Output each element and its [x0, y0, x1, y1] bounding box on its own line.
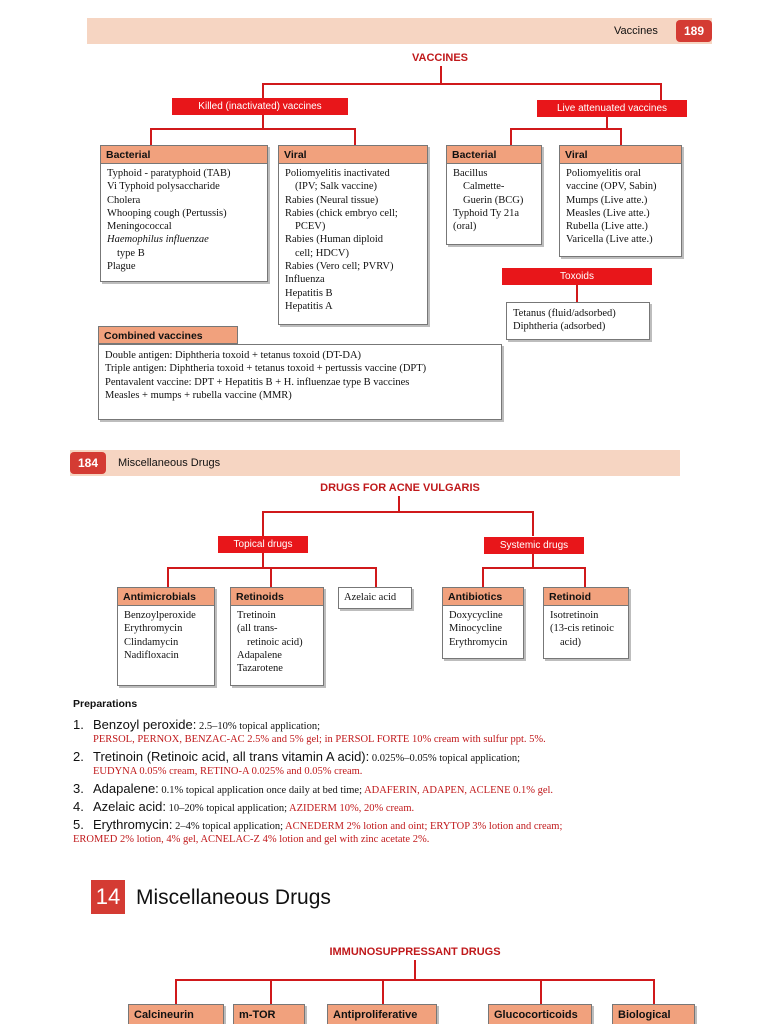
acne-page-number: 184: [70, 452, 106, 474]
list-item: vaccine (OPV, Sabin): [566, 181, 657, 193]
live-bacterial-header: Bacterial: [447, 146, 541, 164]
tree-line: [354, 128, 356, 145]
list-item: Benzoylperoxide: [124, 610, 196, 621]
topical-drugs-label: Topical drugs: [218, 536, 308, 553]
tree-line: [262, 553, 264, 568]
list-item: Typhoid Ty 21a: [453, 207, 519, 219]
category-glucocorticoids: Glucocorticoids: [488, 1004, 592, 1024]
list-item: Calmette-: [463, 181, 505, 193]
live-viral-header: Viral: [560, 146, 681, 164]
vaccines-running-head: Vaccines: [614, 25, 658, 37]
list-item: Vi Typhoid polysaccharide: [107, 181, 220, 193]
preparation-brands: ACNEDERM 2% lotion and oint; ERYTOP 3% lotion and cream;: [285, 821, 563, 832]
antibiotics-box: [442, 587, 524, 659]
list-item: (IPV; Salk vaccine): [295, 181, 378, 193]
tree-line: [167, 567, 169, 587]
tree-line: [270, 567, 272, 587]
preparation-desc: 10–20% topical application;: [168, 803, 287, 814]
preparation-item: [73, 800, 414, 815]
list-item: Tazarotene: [237, 663, 283, 675]
list-item: Pentavalent vaccine: DPT + Hepatitis B + H. influenzae type B vaccines: [105, 376, 410, 388]
list-item: Adapalene: [237, 649, 282, 661]
antibiotics-header: Antibiotics: [443, 588, 523, 606]
combined-vaccines-header: Combined vaccines: [98, 326, 238, 344]
preparation-brands-continued: EROMED 2% lotion, 4% gel, ACNELAC-Z 4% lotion and gel with zinc acetate 2%.: [73, 834, 430, 845]
tree-line: [482, 567, 586, 569]
tree-line: [482, 567, 484, 587]
tree-line: [262, 83, 662, 85]
list-item: (oral): [453, 221, 477, 233]
tree-line: [262, 83, 264, 99]
list-item: Rabies (Neural tissue): [285, 194, 379, 206]
tree-line: [440, 66, 442, 84]
list-item: PCEV): [295, 221, 326, 233]
tree-line: [382, 979, 384, 1005]
tree-line: [540, 979, 542, 1005]
list-item: type B: [117, 247, 145, 259]
preparation-drug: Adapalene:: [93, 781, 159, 796]
tree-line: [653, 979, 655, 1005]
killed-viral-box: [278, 145, 428, 325]
list-item: Guerin (BCG): [463, 194, 524, 206]
list-item: Varicella (Live atte.): [566, 234, 653, 246]
toxoids-box: [506, 302, 650, 340]
list-item: Triple antigen: Diphtheria toxoid + tetanus toxoid + pertussis vaccine (DPT): [105, 363, 427, 375]
tree-line: [262, 511, 534, 513]
preparation-brands: AZIDERM 10%, 20% cream.: [289, 803, 415, 814]
killed-bacterial-box: [100, 145, 268, 282]
tree-line: [532, 511, 534, 536]
preparation-drug: Benzoyl peroxide:: [93, 717, 197, 732]
preparation-number: 4.: [73, 799, 84, 814]
list-item: Hepatitis A: [285, 300, 333, 312]
tree-line: [660, 83, 662, 100]
list-item: Bacillus: [453, 168, 488, 179]
list-item: Erythromycin: [449, 636, 508, 648]
combined-vaccines-list: [98, 344, 502, 420]
preparation-drug: Azelaic acid:: [93, 799, 166, 814]
tree-line: [398, 496, 400, 512]
list-item: Rubella (Live atte.): [566, 221, 648, 233]
preparations-heading: Preparations: [73, 698, 138, 710]
list-item: Doxycycline: [449, 610, 503, 621]
tree-line: [175, 979, 655, 981]
list-item: Clindamycin: [124, 636, 179, 648]
list-item: (all trans-: [237, 623, 278, 635]
tree-line: [175, 979, 177, 1005]
retinoids-box: [230, 587, 324, 686]
list-item: Mumps (Live atte.): [566, 194, 648, 206]
tree-line: [576, 285, 578, 302]
azelaic-acid-box: Azelaic acid: [338, 587, 412, 609]
tree-line: [150, 128, 152, 145]
preparation-item: [73, 718, 546, 746]
preparation-item: [73, 818, 562, 846]
list-item: Influenza: [285, 274, 325, 286]
list-item: acid): [560, 636, 581, 648]
tree-line: [510, 128, 622, 130]
tree-line: [584, 567, 586, 587]
antimicrobials-header: Antimicrobials: [118, 588, 214, 606]
live-bacterial-box: [446, 145, 542, 245]
toxoids-label: Toxoids: [502, 268, 652, 285]
live-viral-box: [559, 145, 682, 257]
category-mtor: m-TOR: [233, 1004, 305, 1024]
preparation-number: 1.: [73, 717, 84, 732]
preparation-brands: PERSOL, PERNOX, BENZAC-AC 2.5% and 5% gel; in PERSOL FORTE 10% cream with sulfur ppt. 5%.: [93, 734, 546, 745]
list-item: Meningococcal: [107, 221, 172, 233]
acne-title: DRUGS FOR ACNE VULGARIS: [320, 482, 480, 494]
live-vaccines-label: Live attenuated vaccines: [537, 100, 687, 117]
preparation-brands: EUDYNA 0.05% cream, RETINO-A 0.025% and 0.05% cream.: [93, 766, 363, 777]
vaccines-page-number: 189: [676, 20, 712, 42]
list-item: Measles + mumps + rubella vaccine (MMR): [105, 389, 292, 401]
killed-bacterial-header: Bacterial: [101, 146, 267, 164]
preparation-number: 5.: [73, 817, 84, 832]
chapter-title: Miscellaneous Drugs: [136, 886, 331, 909]
list-item: Rabies (Human diploid: [285, 234, 383, 246]
killed-viral-header: Viral: [279, 146, 427, 164]
preparation-desc: 0.025%–0.05% topical application;: [371, 753, 521, 764]
list-item: Tetanus (fluid/adsorbed): [513, 308, 616, 319]
tree-line: [532, 554, 534, 568]
list-item: Plague: [107, 261, 136, 273]
tree-line: [167, 567, 377, 569]
preparation-brands: ADAFERIN, ADAPEN, ACLENE 0.1% gel.: [364, 785, 554, 796]
preparation-drug: Erythromycin:: [93, 817, 173, 832]
preparation-drug: Tretinoin (Retinoic acid, all trans vitamin A acid):: [93, 749, 370, 764]
list-item: Poliomyelitis inactivated: [285, 168, 390, 179]
list-item: Cholera: [107, 194, 141, 206]
tree-line: [620, 128, 622, 145]
tree-line: [510, 128, 512, 145]
killed-vaccines-label: Killed (inactivated) vaccines: [172, 98, 348, 115]
vaccines-title: VACCINES: [411, 52, 469, 64]
tree-line: [150, 128, 356, 130]
tree-line: [414, 960, 416, 980]
list-item: (13-cis retinoic: [550, 623, 614, 635]
preparation-desc: 0.1% topical application once daily at bed time;: [161, 785, 363, 796]
acne-running-head: Miscellaneous Drugs: [118, 457, 221, 469]
list-item: Poliomyelitis oral: [566, 168, 641, 179]
tree-line: [262, 511, 264, 536]
preparation-number: 3.: [73, 781, 84, 796]
list-item: Erythromycin: [124, 623, 183, 635]
category-biological: Biological: [612, 1004, 695, 1024]
list-item: Double antigen: Diphtheria toxoid + tetanus toxoid (DT-DA): [105, 350, 362, 361]
tree-line: [270, 979, 272, 1005]
antimicrobials-box: [117, 587, 215, 686]
preparation-item: [73, 782, 553, 797]
list-item: Tretinoin: [237, 610, 276, 621]
preparation-number: 2.: [73, 749, 84, 764]
category-calcineurin: Calcineurin: [128, 1004, 224, 1024]
list-item: cell; HDCV): [295, 247, 349, 259]
list-item: Nadifloxacin: [124, 649, 179, 661]
list-item: Hepatitis B: [285, 287, 333, 299]
list-item: Whooping cough (Pertussis): [107, 207, 227, 219]
list-item: Rabies (chick embryo cell;: [285, 207, 398, 219]
list-item: Measles (Live atte.): [566, 207, 650, 219]
preparation-item: [73, 750, 520, 778]
list-item: retinoic acid): [247, 636, 303, 648]
category-antiproliferative: Antiproliferative: [327, 1004, 437, 1024]
list-item: Isotretinoin: [550, 610, 599, 621]
retinoid-header: Retinoid: [544, 588, 628, 606]
list-item: Rabies (Vero cell; PVRV): [285, 261, 394, 273]
immunosuppressant-title: IMMUNOSUPPRESSANT DRUGS: [329, 946, 501, 958]
list-item: Typhoid - paratyphoid (TAB): [107, 168, 231, 179]
preparation-desc: 2.5–10% topical application;: [198, 721, 320, 732]
retinoid-box: [543, 587, 629, 659]
chapter-number: 14: [91, 880, 125, 914]
preparation-desc: 2–4% topical application;: [175, 821, 283, 832]
list-item: Diphtheria (adsorbed): [513, 321, 606, 333]
list-item: Minocycline: [449, 623, 503, 635]
list-item: Haemophilus influenzae: [107, 234, 209, 246]
tree-line: [375, 567, 377, 587]
retinoids-header: Retinoids: [231, 588, 323, 606]
systemic-drugs-label: Systemic drugs: [484, 537, 584, 554]
